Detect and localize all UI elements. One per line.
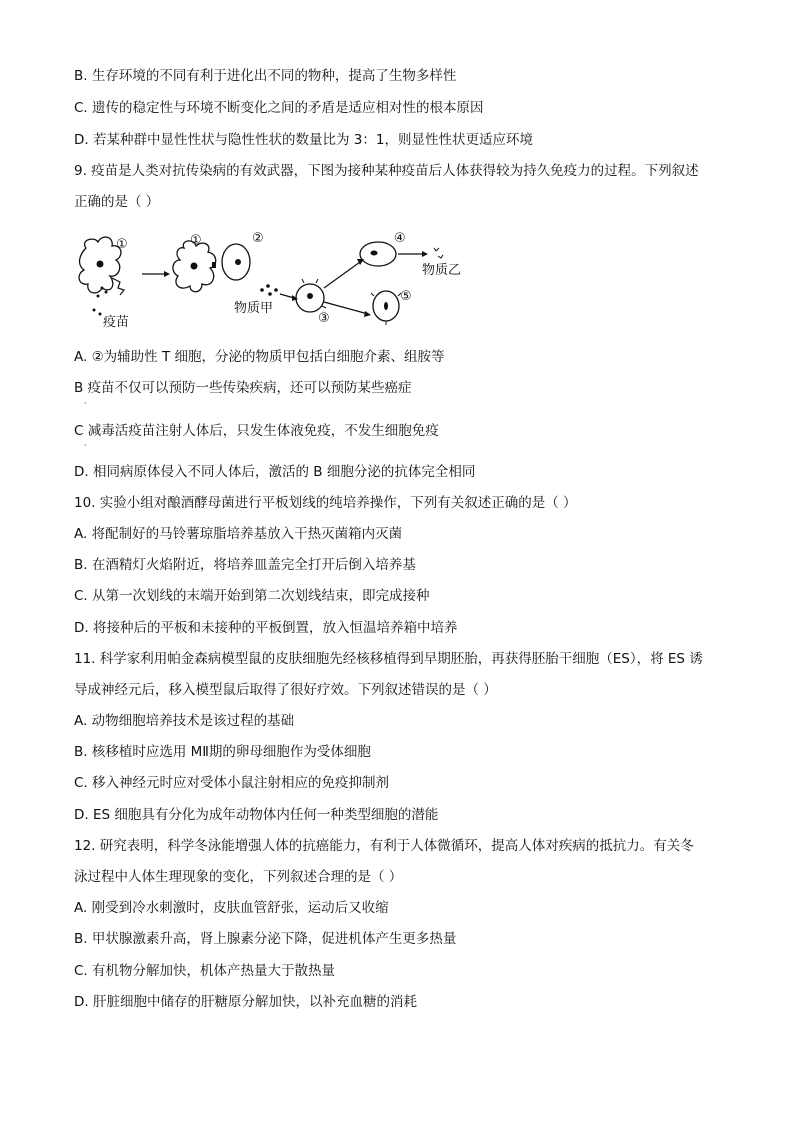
option-12d: D. 肝脏细胞中储存的肝糖原分解加快，以补充血糖的消耗 <box>74 994 417 1010</box>
option-9b: B 疫苗不仅可以预防一些传染疾病，还可以预防某些癌症 <box>74 380 412 396</box>
immune-process-figure <box>72 226 462 336</box>
option-8d: D. 若某种群中显性性状与隐性性状的数量比为 3：1，则显性性状更适应环境 <box>74 132 533 148</box>
option-12c: C. 有机物分解加快，机体产热量大于散热量 <box>74 963 336 979</box>
option-8c: C. 遗传的稳定性与环境不断变化之间的矛盾是适应相对性的根本原因 <box>74 100 484 116</box>
option-10c: C. 从第一次划线的末端开始到第二次划线结束，即完成接种 <box>74 588 430 604</box>
stray-dot-1: · <box>84 399 87 408</box>
option-11c: C. 移入神经元时应对受体小鼠注射相应的免疫抑制剂 <box>74 775 390 791</box>
label-vaccine: 疫苗 <box>103 315 130 330</box>
option-9a: A. ②为辅助性 T 细胞，分泌的物质甲包括白细胞介素、组胺等 <box>74 349 445 365</box>
option-11a: A. 动物细胞培养技术是该过程的基础 <box>74 713 295 729</box>
option-9c: C 减毒活疫苗注射人体后，只发生体液免疫，不发生细胞免疫 <box>74 423 439 439</box>
label-substance-a: 物质甲 <box>234 301 274 316</box>
arrow-3 <box>324 262 360 288</box>
substance-a-particles <box>260 284 278 296</box>
question-12-stem-cont: 泳过程中人体生理现象的变化，下列叙述合理的是（ ） <box>74 869 403 885</box>
option-10b: B. 在酒精灯火焰附近，将培养皿盖完全打开后倒入培养基 <box>74 557 416 573</box>
option-12b: B. 甲状腺激素升高，肾上腺素分泌下降，促进机体产生更多热量 <box>74 931 457 947</box>
label-cell-1b: ① <box>190 233 202 248</box>
question-9-stem-cont: 正确的是（ ） <box>74 194 160 210</box>
arrow-4 <box>324 302 368 314</box>
label-substance-b: 物质乙 <box>422 263 462 278</box>
label-cell-5: ⑤ <box>400 289 412 304</box>
question-11-stem-cont: 导成神经元后，移入模型鼠后取得了很好疗效。下列叙述错误的是（ ） <box>74 682 497 698</box>
option-10d: D. 将接种后的平板和未接种的平板倒置，放入恒温培养箱中培养 <box>74 620 458 636</box>
b-cell-3 <box>296 279 326 312</box>
antibody-glyph <box>434 248 443 258</box>
option-9d: D. 相同病原体侵入不同人体后，激活的 B 细胞分泌的抗体完全相同 <box>74 464 476 480</box>
question-12-stem: 12. 研究表明，科学冬泳能增强人体的抗癌能力，有利于人体微循环，提高人体对疾病的抵抗力。有关冬 <box>74 838 694 854</box>
label-cell-1a: ① <box>116 237 128 252</box>
memory-cell-5 <box>371 291 401 325</box>
stray-dot-2: · <box>84 441 87 450</box>
plasma-cell-4 <box>360 242 396 266</box>
arrow-4-head <box>364 311 371 317</box>
option-12a: A. 刚受到冷水刺激时，皮肤血管舒张，运动后又收缩 <box>74 900 389 916</box>
apc-cell-1b <box>173 241 216 292</box>
arrow-5-head <box>422 251 428 257</box>
arrow-1-head <box>164 271 170 277</box>
question-11-stem: 11. 科学家利用帕金森病模型鼠的皮肤细胞先经核移植得到早期胚胎，再获得胚胎干细胞（ES），将 ES 诱 <box>74 651 703 667</box>
label-cell-3: ③ <box>318 311 330 326</box>
option-8b: B. 生存环境的不同有利于进化出不同的物种，提高了生物多样性 <box>74 68 457 84</box>
arrow-2-head <box>292 295 298 301</box>
option-11d: D. ES 细胞具有分化为成年动物体内任何一种类型细胞的潜能 <box>74 807 439 823</box>
label-cell-4: ④ <box>394 231 406 246</box>
question-10-stem: 10. 实验小组对酿酒酵母菌进行平板划线的纯培养操作，下列有关叙述正确的是（ ） <box>74 495 577 511</box>
option-11b: B. 核移植时应选用 MⅡ期的卵母细胞作为受体细胞 <box>74 744 371 760</box>
arrow-2 <box>280 294 294 298</box>
question-9-stem: 9. 疫苗是人类对抗传染病的有效武器，下图为接种某种疫苗后人体获得较为持久免疫力的过程。下列叙述 <box>74 163 699 179</box>
option-10a: A. 将配制好的马铃薯琼脂培养基放入干热灭菌箱内灭菌 <box>74 526 403 542</box>
helper-t-cell-2 <box>222 244 250 280</box>
label-cell-2: ② <box>252 231 264 246</box>
